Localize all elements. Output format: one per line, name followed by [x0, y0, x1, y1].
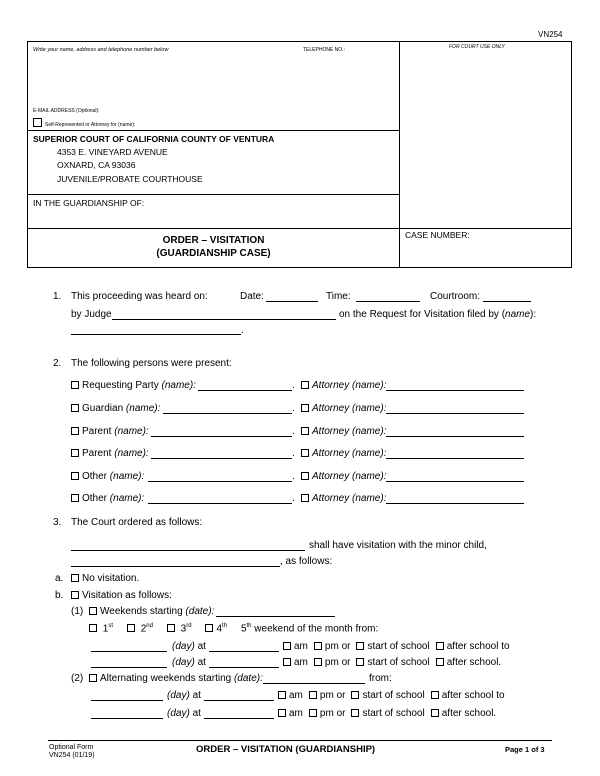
pm-or-checkbox[interactable] — [309, 709, 317, 717]
party-label: Parent — [82, 448, 112, 459]
party-label: Guardian — [82, 403, 124, 414]
name-address-label: Write your name, address and telephone number below — [33, 47, 169, 53]
date-field[interactable] — [266, 301, 318, 302]
party-name-field[interactable] — [151, 436, 292, 437]
am-checkbox[interactable] — [283, 658, 291, 666]
attorney-row — [301, 403, 386, 414]
weekend-4-suffix: th — [222, 623, 228, 629]
form-title-line1: ORDER – VISITATION — [162, 235, 265, 246]
weekends-label: Weekends starting — [100, 606, 183, 617]
courthouse: JUVENILE/PROBATE COURTHOUSE — [57, 174, 203, 184]
party-period: . — [292, 403, 295, 414]
day-label: (day) — [172, 657, 195, 668]
time-options — [278, 690, 511, 701]
party-name-label: (name): — [109, 471, 145, 482]
attorney-name-field[interactable] — [386, 413, 524, 414]
alternating-from: from: — [369, 673, 392, 684]
am-checkbox[interactable] — [278, 709, 286, 717]
attorney-name-field[interactable] — [386, 481, 524, 482]
item1-number: 1. — [53, 291, 62, 302]
party-name-label: (name): — [161, 380, 196, 391]
court-use-label: FOR COURT USE ONLY — [449, 44, 505, 50]
request-label: on the Request for Visitation filed by ( — [339, 309, 506, 320]
visitation-checkbox[interactable] — [71, 591, 79, 599]
item3-text: The Court ordered as follows: — [71, 517, 203, 528]
start-of-school-label: start of school — [362, 708, 425, 719]
am-checkbox[interactable] — [283, 642, 291, 650]
pm-or-checkbox[interactable] — [314, 642, 322, 650]
time-field[interactable] — [209, 667, 279, 668]
present-party-row — [71, 380, 196, 391]
footer-rule — [48, 740, 552, 741]
weekend-5-suffix: th — [246, 623, 252, 629]
attorney-name-field[interactable] — [386, 503, 524, 504]
sub2-number: (2) — [71, 673, 84, 684]
am-label: am — [289, 690, 303, 701]
day-label: (day) — [172, 641, 195, 652]
day-at-label — [167, 690, 201, 701]
no-visitation-label: No visitation. — [82, 573, 140, 584]
after-school-checkbox[interactable] — [436, 658, 444, 666]
start-of-school-label: start of school — [367, 657, 430, 668]
attorney-row — [301, 426, 386, 437]
party-period: . — [292, 471, 295, 482]
form-id: VN254 — [538, 30, 563, 39]
telephone-label: TELEPHONE NO.: — [303, 47, 345, 53]
visitation-row — [71, 590, 172, 601]
alternating-label: Alternating weekends starting — [100, 673, 232, 684]
party-name-field[interactable] — [151, 458, 292, 459]
day-field[interactable] — [91, 700, 163, 701]
caption-divider — [399, 41, 400, 268]
day-field[interactable] — [91, 718, 163, 719]
weekend-2-label: 2 — [140, 623, 147, 635]
footer-code: VN254 (01/19) — [49, 752, 95, 759]
item3b-label: b. — [55, 590, 64, 601]
at-label: at — [192, 690, 201, 701]
item3-number: 3. — [53, 517, 62, 528]
day-label: (day) — [167, 690, 190, 701]
weekend-1-checkbox[interactable] — [89, 624, 97, 632]
pm-or-checkbox[interactable] — [309, 691, 317, 699]
weekend-2-suffix: nd — [146, 623, 153, 629]
am-checkbox[interactable] — [278, 691, 286, 699]
request-end: ): — [530, 309, 537, 320]
party-period: . — [292, 380, 295, 391]
courtroom-label: Courtroom: — [430, 291, 481, 302]
weekend-3-label: 3 — [180, 623, 187, 635]
visitation-text: shall have visitation with the minor child, — [309, 540, 487, 551]
present-party-row — [71, 471, 144, 482]
am-label: am — [289, 708, 303, 719]
party-period: . — [292, 448, 295, 459]
present-party-row — [71, 493, 144, 504]
after-school-checkbox[interactable] — [431, 709, 439, 717]
visitor-field[interactable] — [71, 550, 305, 551]
party-checkbox[interactable] — [71, 404, 79, 412]
party-period: . — [292, 426, 295, 437]
weekend-4-checkbox[interactable] — [205, 624, 213, 632]
no-visitation-checkbox[interactable] — [71, 574, 79, 582]
at-label: at — [197, 641, 206, 652]
rule — [27, 194, 400, 195]
start-of-school-label: start of school — [367, 641, 430, 652]
party-name-field[interactable] — [148, 481, 292, 482]
present-party-row — [71, 426, 149, 437]
item1-text: This proceeding was heard on: — [71, 291, 208, 302]
weekend-3-suffix: rd — [186, 623, 192, 629]
alternating-date-field[interactable] — [263, 683, 365, 684]
party-label: Requesting Party — [82, 380, 159, 391]
court-address2: OXNARD, CA 93036 — [57, 160, 136, 170]
pm-or-checkbox[interactable] — [314, 658, 322, 666]
party-name-field[interactable] — [198, 390, 292, 391]
requester-period: . — [241, 325, 244, 336]
start-of-school-checkbox[interactable] — [351, 709, 359, 717]
judge-label: by Judge — [71, 309, 112, 320]
party-label: Other — [82, 471, 108, 482]
time-options — [278, 708, 502, 719]
time-field[interactable] — [356, 301, 420, 302]
party-name-field[interactable] — [163, 413, 292, 414]
weekend-4-label: 4 — [216, 623, 223, 635]
item2-number: 2. — [53, 358, 62, 369]
day-field[interactable] — [91, 651, 167, 652]
after-school-label: after school to — [441, 690, 505, 701]
party-name-label: (name): — [109, 493, 145, 504]
attorney-label: Attorney (name): — [312, 493, 387, 504]
party-checkbox[interactable] — [71, 427, 79, 435]
start-of-school-checkbox[interactable] — [356, 658, 364, 666]
attorney-label: Attorney (name): — [312, 448, 387, 459]
attorney-name-field[interactable] — [386, 458, 524, 459]
visitation-label: Visitation as follows: — [82, 590, 172, 601]
self-rep-row — [33, 118, 135, 128]
date-label: Date: — [240, 291, 264, 302]
time-label: Time: — [326, 291, 351, 302]
matter-label: IN THE GUARDIANSHIP OF: — [33, 198, 145, 208]
time-field[interactable] — [209, 651, 279, 652]
item2-text: The following persons were present: — [71, 358, 232, 369]
attorney-checkbox[interactable] — [301, 427, 309, 435]
form-title-line2: (GUARDIANSHIP CASE) — [156, 248, 271, 259]
pm-or-label: pm or — [324, 657, 351, 668]
attorney-checkbox[interactable] — [301, 472, 309, 480]
alternating-row — [89, 673, 263, 684]
party-label: Parent — [82, 426, 112, 437]
weekends-checkbox[interactable] — [89, 607, 97, 615]
day-at-label — [172, 641, 206, 652]
footer-title: ORDER – VISITATION (GUARDIANSHIP) — [196, 744, 376, 755]
pm-or-label: pm or — [319, 708, 346, 719]
attorney-label: Attorney (name): — [312, 471, 387, 482]
attorney-row — [301, 471, 386, 482]
time-field[interactable] — [204, 700, 274, 701]
self-rep-checkbox[interactable] — [33, 118, 42, 127]
weekend-1-suffix: st — [108, 623, 114, 629]
footer-optional: Optional Form — [49, 744, 94, 751]
attorney-label: Attorney (name): — [312, 403, 387, 414]
footer-page: Page 1 of 3 — [505, 745, 545, 754]
day-at-label — [172, 657, 206, 668]
attorney-label: Attorney (name): — [312, 380, 387, 391]
as-follows-text: , as follows: — [280, 556, 333, 567]
day-field[interactable] — [91, 667, 167, 668]
child-field[interactable] — [71, 566, 280, 567]
weekend-2-checkbox[interactable] — [127, 624, 135, 632]
attorney-row — [301, 448, 386, 459]
at-label: at — [197, 657, 206, 668]
party-name-field[interactable] — [148, 503, 292, 504]
email-label: E-MAIL ADDRESS (Optional): — [33, 108, 100, 114]
after-school-checkbox[interactable] — [436, 642, 444, 650]
attorney-checkbox[interactable] — [301, 449, 309, 457]
weekend-options — [89, 623, 378, 634]
court-name: SUPERIOR COURT OF CALIFORNIA COUNTY OF VENTURA — [33, 134, 275, 144]
party-checkbox[interactable] — [71, 494, 79, 502]
party-name-label: (name): — [114, 448, 149, 459]
attorney-label: Attorney (name): — [312, 426, 387, 437]
case-number-label: CASE NUMBER: — [405, 230, 470, 240]
weekend-3-checkbox[interactable] — [167, 624, 175, 632]
judge-field[interactable] — [112, 319, 336, 320]
start-of-school-label: start of school — [362, 690, 425, 701]
present-party-row — [71, 448, 149, 459]
party-name-label: (name): — [125, 403, 161, 414]
pm-or-label: pm or — [319, 690, 346, 701]
weekends-row — [89, 606, 214, 617]
time-options — [283, 657, 507, 668]
present-party-row — [71, 403, 160, 414]
request-name-label: name — [505, 309, 531, 320]
attorney-checkbox[interactable] — [301, 494, 309, 502]
request-text — [339, 309, 536, 320]
weekend-end-label: weekend of the month from: — [254, 623, 379, 635]
sub1-number: (1) — [71, 606, 84, 617]
party-period: . — [292, 493, 295, 504]
alternating-checkbox[interactable] — [89, 674, 97, 682]
start-of-school-checkbox[interactable] — [351, 691, 359, 699]
court-address1: 4353 E. VINEYARD AVENUE — [57, 147, 168, 157]
attorney-checkbox[interactable] — [301, 381, 309, 389]
attorney-name-field[interactable] — [386, 436, 524, 437]
time-options — [283, 641, 516, 652]
party-checkbox[interactable] — [71, 381, 79, 389]
after-school-checkbox[interactable] — [431, 691, 439, 699]
self-rep-label: Self-Represented or Attorney for (name): — [45, 122, 136, 128]
courtroom-field[interactable] — [483, 301, 531, 302]
weekend-5-label: 5 — [240, 623, 247, 635]
party-name-label: (name): — [114, 426, 149, 437]
am-label: am — [294, 641, 308, 652]
party-label: Other — [82, 493, 108, 504]
no-visitation-row — [71, 573, 139, 584]
time-field[interactable] — [204, 718, 274, 719]
after-school-label: after school. — [446, 657, 502, 668]
at-label: at — [192, 708, 201, 719]
day-label: (day) — [167, 708, 190, 719]
requester-field[interactable] — [71, 334, 241, 335]
weekends-date-label: (date): — [185, 606, 215, 617]
party-checkbox[interactable] — [71, 472, 79, 480]
rule — [27, 228, 572, 229]
weekends-date-field[interactable] — [216, 616, 335, 617]
start-of-school-checkbox[interactable] — [356, 642, 364, 650]
after-school-label: after school to — [446, 641, 510, 652]
pm-or-label: pm or — [324, 641, 351, 652]
rule — [27, 130, 400, 131]
alternating-date-label: (date): — [233, 673, 263, 684]
am-label: am — [294, 657, 308, 668]
attorney-row — [301, 493, 386, 504]
attorney-checkbox[interactable] — [301, 404, 309, 412]
party-checkbox[interactable] — [71, 449, 79, 457]
attorney-name-field[interactable] — [386, 390, 524, 391]
day-at-label — [167, 708, 201, 719]
item3a-label: a. — [55, 573, 64, 584]
attorney-row — [301, 380, 386, 391]
after-school-label: after school. — [441, 708, 497, 719]
weekend-1-label: 1 — [102, 623, 109, 635]
